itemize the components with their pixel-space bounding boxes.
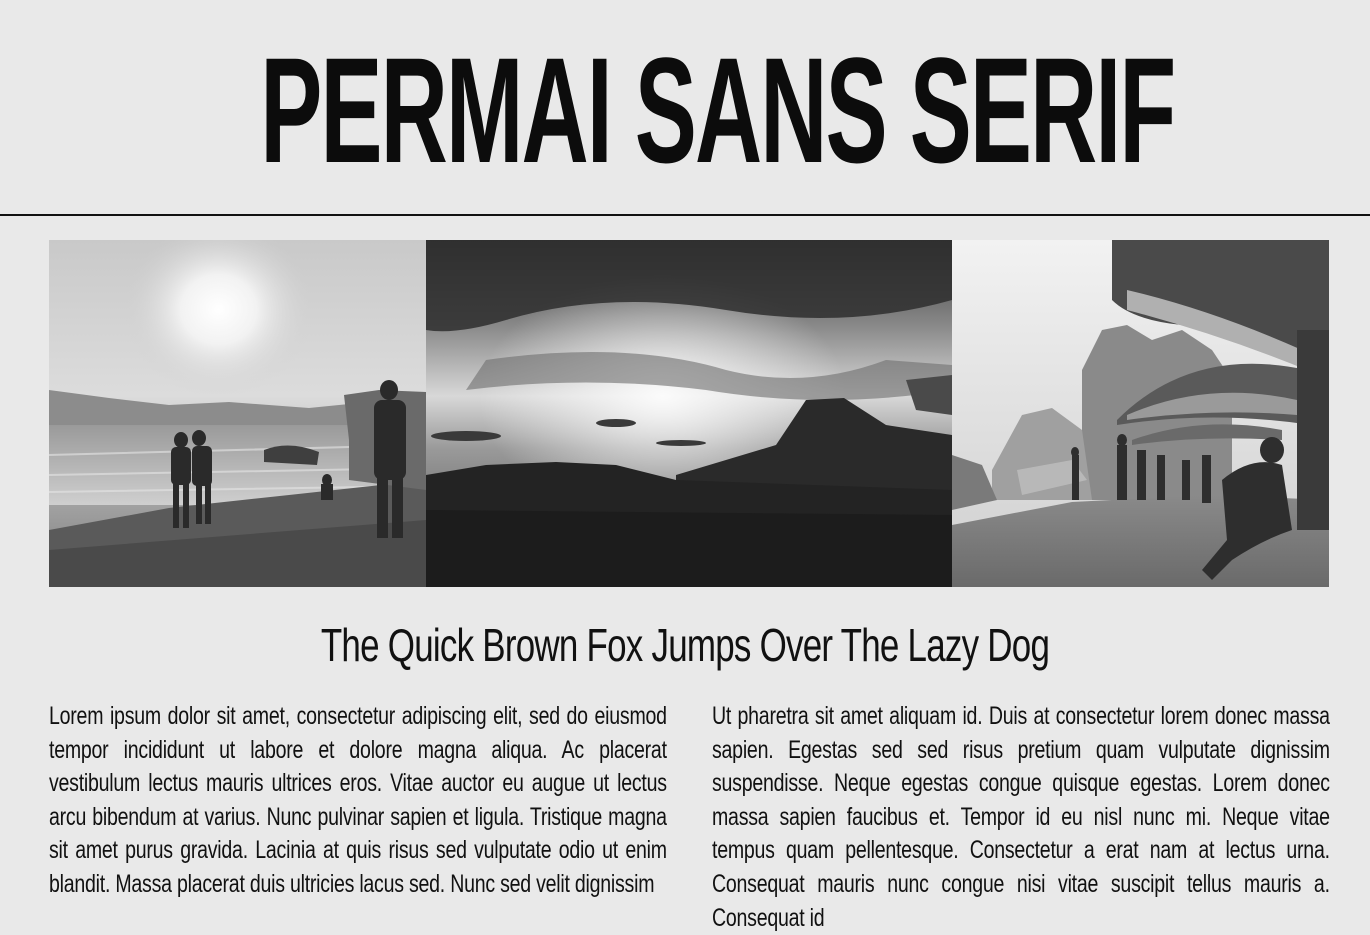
beach-umbrellas-crowd-photo — [952, 240, 1329, 587]
volcano-sunrise-photo — [426, 240, 952, 587]
pangram-heading: The Quick Brown Fox Jumps Over The Lazy Dog — [320, 619, 1050, 671]
body-text-left: Lorem ipsum dolor sit amet, consectetur adipiscing elit, sed do eiusmod tempor incididunt ut labore et dolore magna aliqua. Ac placerat vestibulum lectus mauris ultrices eros. Vitae auctor eu augue ut lectus arcu bibendum at varius. Nunc pulvinar sapien et ligula. Tristique magna sit amet purus gravida. Lacinia at quis risus sed vulputate odio ut enim blandit. Massa placerat duis ultricies lacus sed. Nunc sed velit dignissim — [49, 702, 667, 898]
header-divider — [0, 214, 1370, 216]
body-column-left — [49, 700, 667, 913]
beach-sunset-couple-photo — [49, 240, 426, 587]
body-text-right: Ut pharetra sit amet aliquam id. Duis at consectetur lorem donec massa sapien. Egestas sed sed risus pretium quam vulputate dignissim suspendisse. Neque egestas congue quisque egestas. Lorem donec massa sapien faucibus et. Tempor id eu nisl nunc mi. Neque vitae tempus quam pellentesque. Consectetur a erat nam at lectus urna. Consequat mauris nunc congue nisi vitae suscipit tellus mauris a. Consequat id — [712, 702, 1330, 932]
body-column-right — [712, 700, 1330, 932]
photo-strip — [49, 240, 1329, 587]
page-title: PERMAI SANS SERIF — [260, 26, 1175, 194]
